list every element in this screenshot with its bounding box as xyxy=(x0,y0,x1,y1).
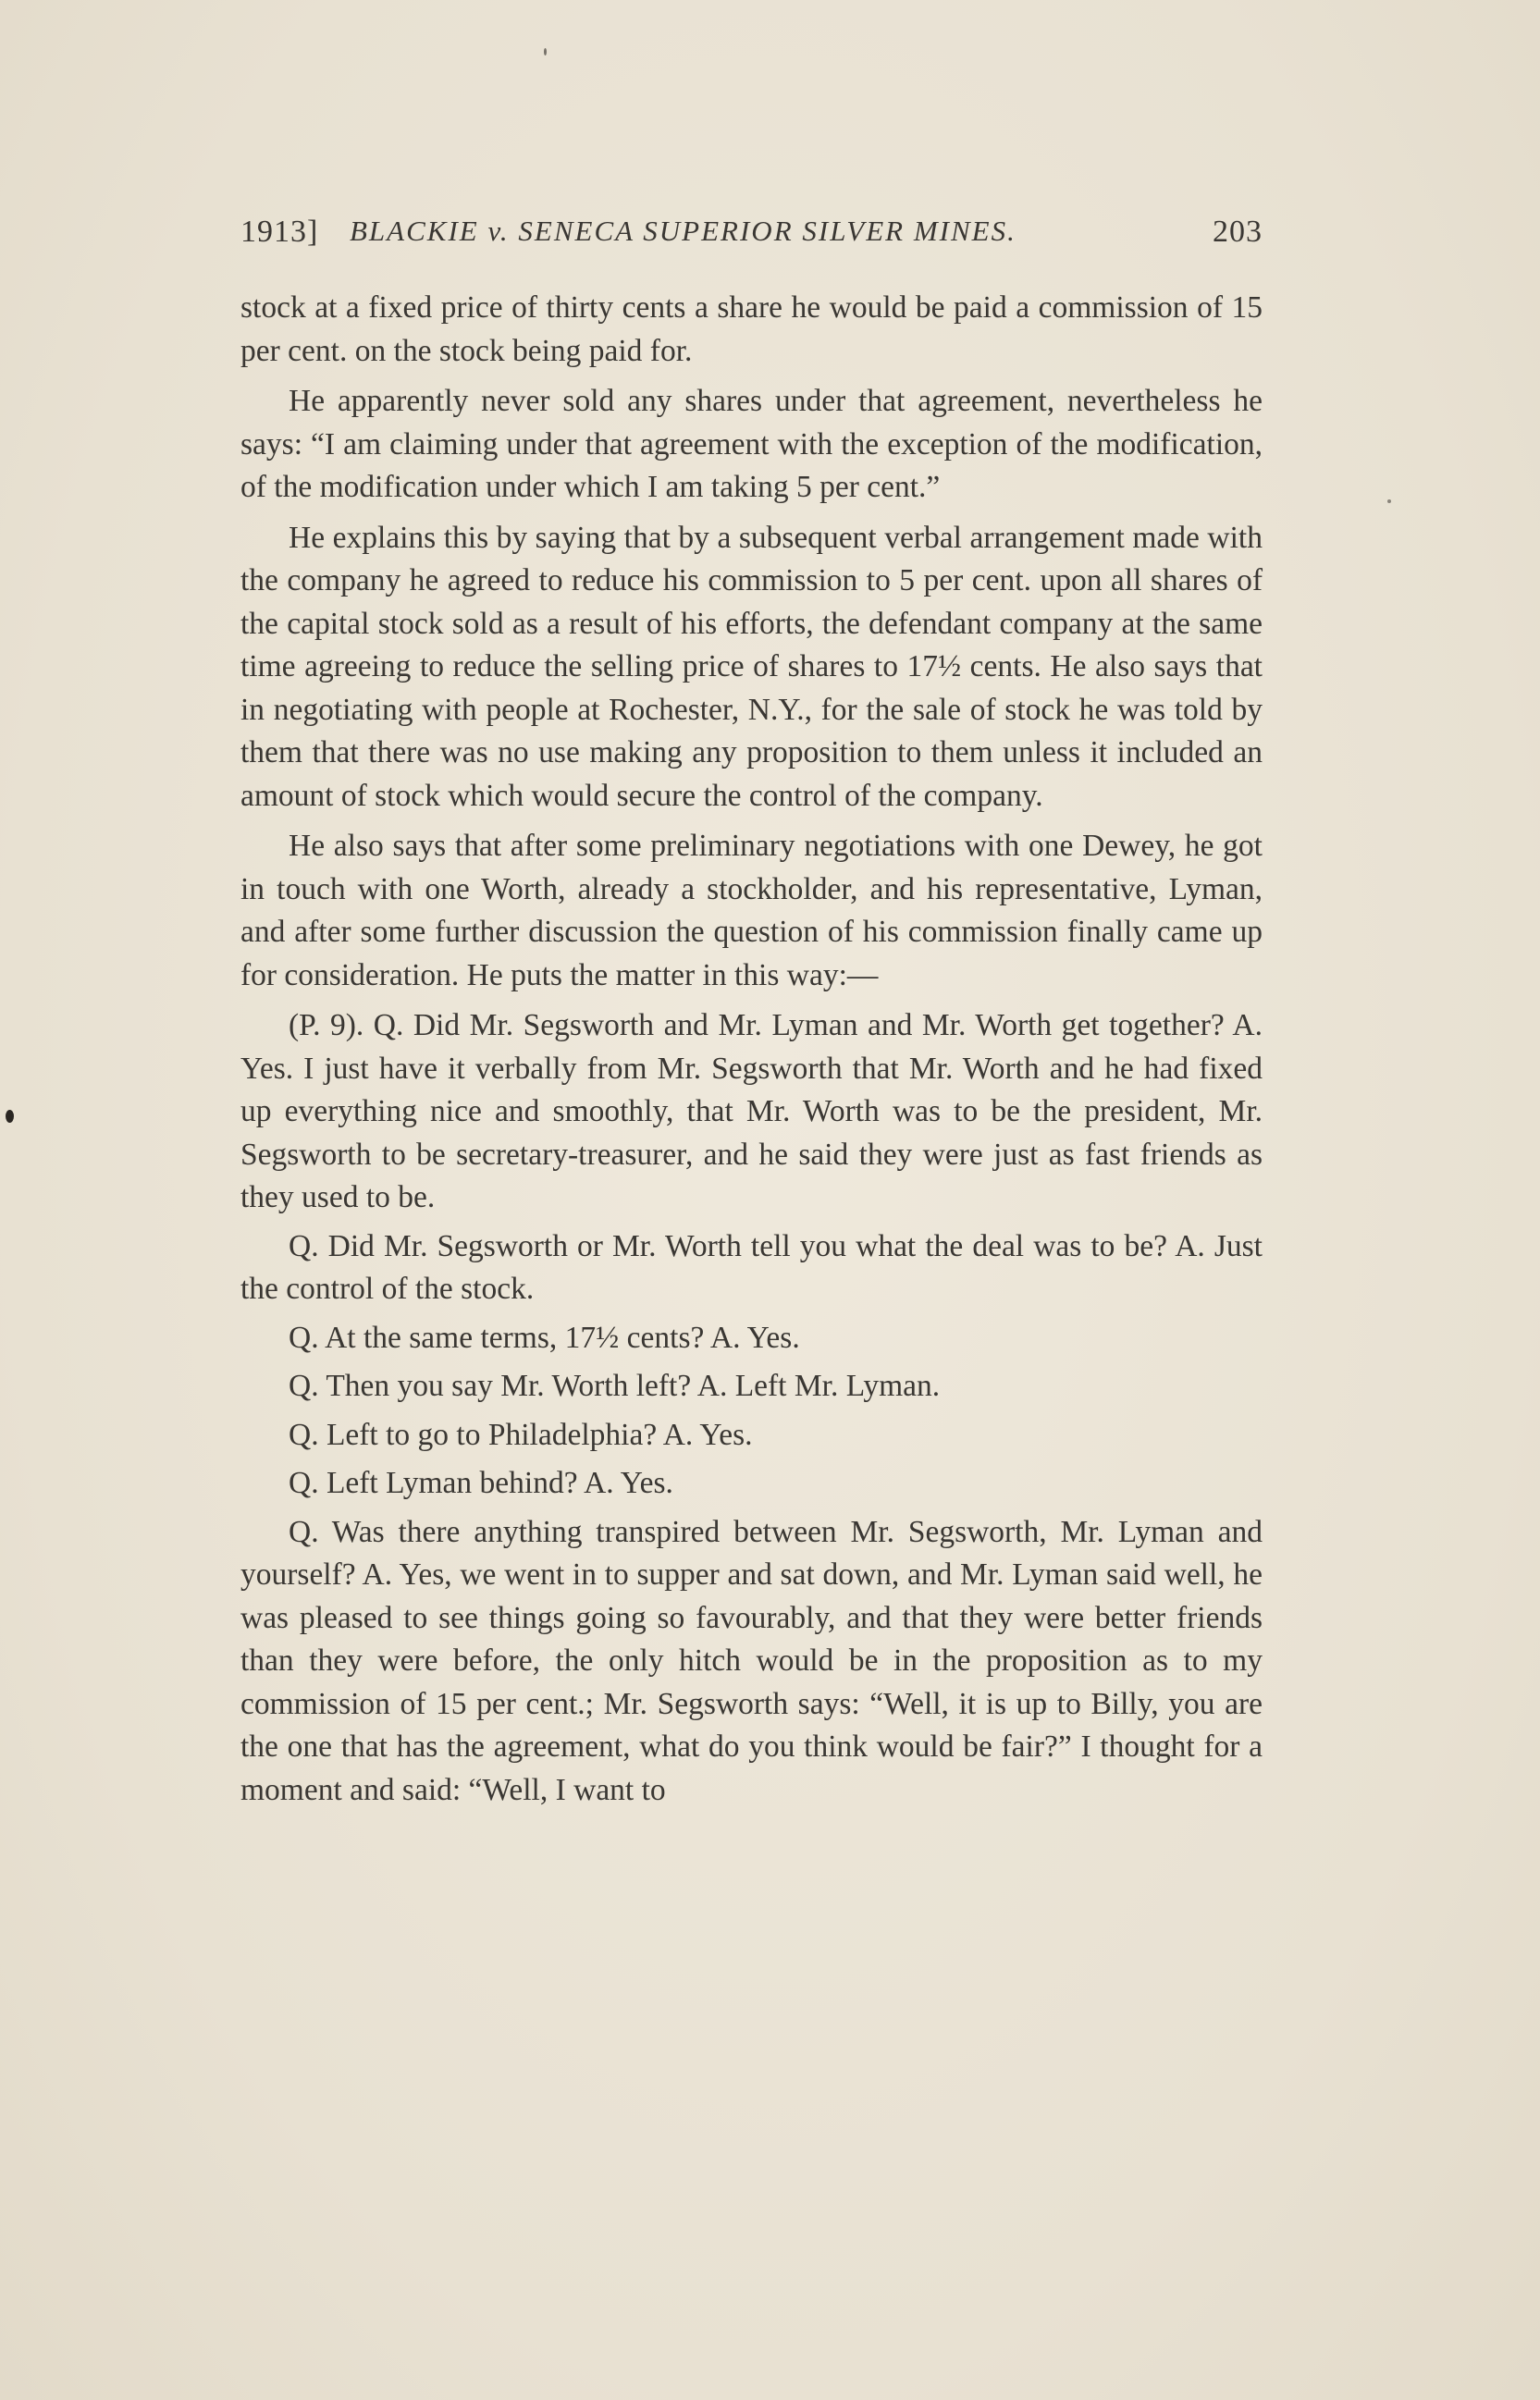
body-text xyxy=(240,287,1263,1817)
header-case-title: BLACKIE v. SENECA SUPERIOR SILVER MINES. xyxy=(350,215,1016,247)
testimony-paragraph: (P. 9). Q. Did Mr. Segsworth and Mr. Lyman and Mr. Worth get together? A. Yes. I just have it verbally from Mr. Segsworth that Mr. Worth and he had fixed up everything nice and smoothly, that Mr. Worth was to be the president, Mr. Segsworth to be secretary-treasurer, and he said they were just as fast friends as they used to be. xyxy=(240,1008,1263,1214)
ink-speck xyxy=(544,48,547,55)
testimony-paragraph: Q. Was there anything transpired between Mr. Segsworth, Mr. Lyman and yourself? A. Yes, we went in to supper and sat down, and Mr. Lyman said well, he was pleased to see things going so favourably, and that they were better friends than they were before, the only hitch would be in the proposition as to my commission of 15 per cent.; Mr. Segsworth says: “Well, it is up to Billy, you are the one that has the agreement, what do you think would be fair?” I thought for a moment and said: “Well, I want to xyxy=(240,1514,1263,1807)
paragraph: He explains this by saying that by a subsequent verbal arrangement made with the company he agreed to reduce his commission to 5 per cent. upon all shares of the capital stock sold as a result of his efforts, the defendant company at the same time agreeing to reduce the selling price of shares to 17½ cents. He also says that in negotiating with people at Rochester, N.Y., for the sale of stock he was told by them that there was no use making any proposition to them unless it included an amount of stock which would secure the control of the company. xyxy=(240,520,1263,813)
paragraph: He also says that after some preliminary negotiations with one Dewey, he got in touch with one Worth, already a stockholder, and his representative, Lyman, and after some further discussion the question of his commission finally came up for consideration. He puts the matter in this way:— xyxy=(240,829,1263,992)
testimony-paragraph: Q. Then you say Mr. Worth left? A. Left Mr. Lyman. xyxy=(289,1369,941,1403)
testimony-paragraph: Q. Did Mr. Segsworth or Mr. Worth tell you what the deal was to be? A. Just the control of the stock. xyxy=(240,1228,1263,1306)
paragraph: He apparently never sold any shares under that agreement, nevertheless he says: “I am claiming under that agreement with the exception of the modification, of the modification under which I am taking 5 per cent.” xyxy=(240,384,1263,504)
testimony-paragraph: Q. At the same terms, 17½ cents? A. Yes. xyxy=(289,1320,800,1355)
testimony-paragraph: Q. Left to go to Philadelphia? A. Yes. xyxy=(289,1417,753,1452)
ink-speck xyxy=(6,1110,14,1123)
ink-speck xyxy=(1387,499,1391,503)
page-number: 203 xyxy=(1213,215,1263,249)
header-year: 1913] xyxy=(240,215,319,249)
paragraph: stock at a fixed price of thirty cents a share he would be paid a commission of 15 per cent. on the stock being paid for. xyxy=(240,290,1263,368)
running-header xyxy=(240,215,1263,255)
testimony-paragraph: Q. Left Lyman behind? A. Yes. xyxy=(289,1466,673,1500)
